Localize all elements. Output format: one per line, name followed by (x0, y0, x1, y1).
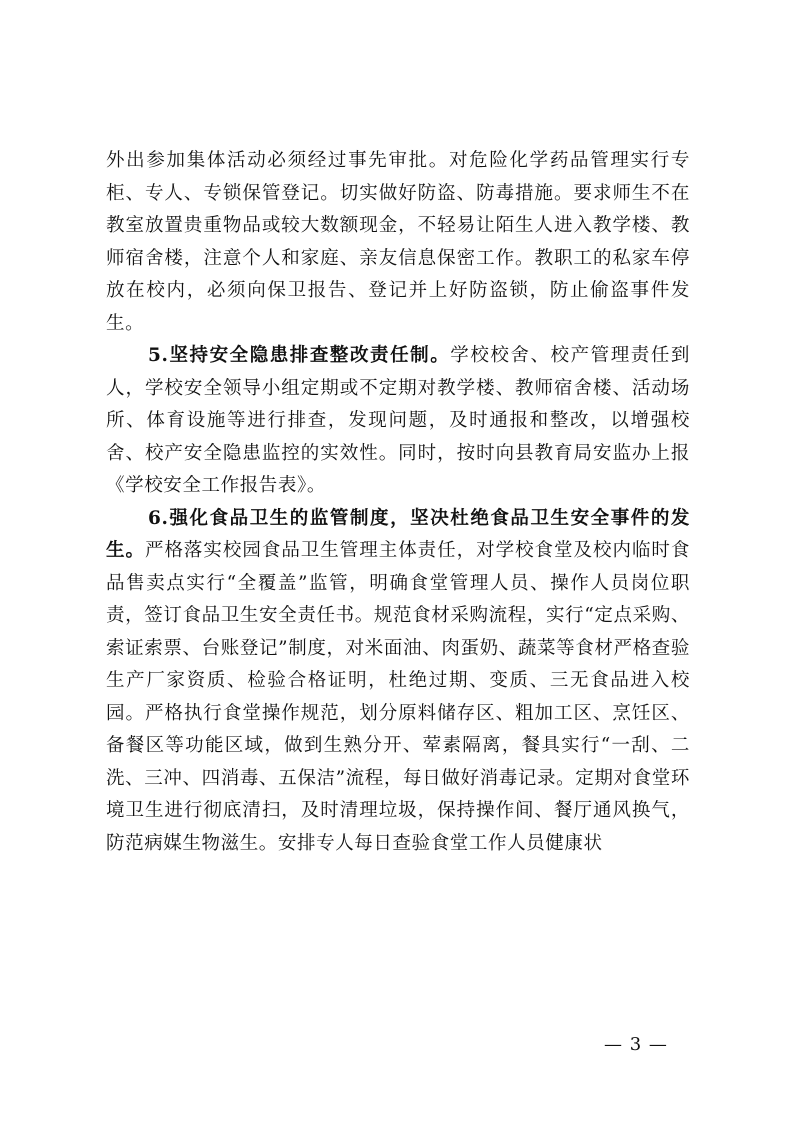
paragraph-text: 外出参加集体活动必须经过事先审批。对危险化学药品管理实行专柜、专人、专锁保管登记。切实做好防盗、防毒措施。要求师生不在教室放置贵重物品或较大数额现金，不轻易让陌生人进入教学楼、教师宿舍楼，注意个人和家庭、亲友信息保密工作。教职工的私家车停放在校内，必须向保卫报告、登记并上好防盗锁，防止偷盗事件发生。 (106, 150, 690, 334)
paragraph-item-6 (106, 503, 690, 861)
page-number: — 3 — (604, 1034, 668, 1055)
paragraph-text: 严格落实校园食品卫生管理主体责任，对学校食堂及校内临时食品售卖点实行“全覆盖”监管，明确食堂管理人员、操作人员岗位职责，签订食品卫生安全责任书。规范食材采购流程，实行“定点采购、索证索票、台账登记”制度，对米面油、肉蛋奶、蔬菜等食材严格查验生产厂家资质、检验合格证明，杜绝过期、变质、三无食品进入校园。严格执行食堂操作规范，划分原料储存区、粗加工区、烹饪区、备餐区等功能区域，做到生熟分开、荤素隔离，餐具实行“一刮、二洗、三冲、四消毒、五保洁”流程，每日做好消毒记录。定期对食堂环境卫生进行彻底清扫，及时清理垃圾，保持操作间、餐厅通风换气，防范病媒生物滋生。安排专人每日查验食堂工作人员健康状 (106, 540, 690, 854)
paragraph-heading: 6.强化食品卫生的监管制度，坚决杜绝食品卫生安全事件的发生。 (106, 507, 690, 561)
document-body (106, 145, 690, 860)
paragraph-item-5 (106, 340, 690, 503)
paragraph-heading: 5.坚持安全隐患排查整改责任制。 (148, 345, 451, 366)
paragraph-continued (106, 145, 690, 340)
paragraph-text: 学校校舍、校产管理责任到人，学校安全领导小组定期或不定期对教学楼、教师宿舍楼、活动场所、体育设施等进行排查，发现问题，及时通报和整改，以增强校舍、校产安全隐患监控的实效性。同时，按时向县教育局安监办上报《学校安全工作报告表》。 (106, 345, 690, 496)
